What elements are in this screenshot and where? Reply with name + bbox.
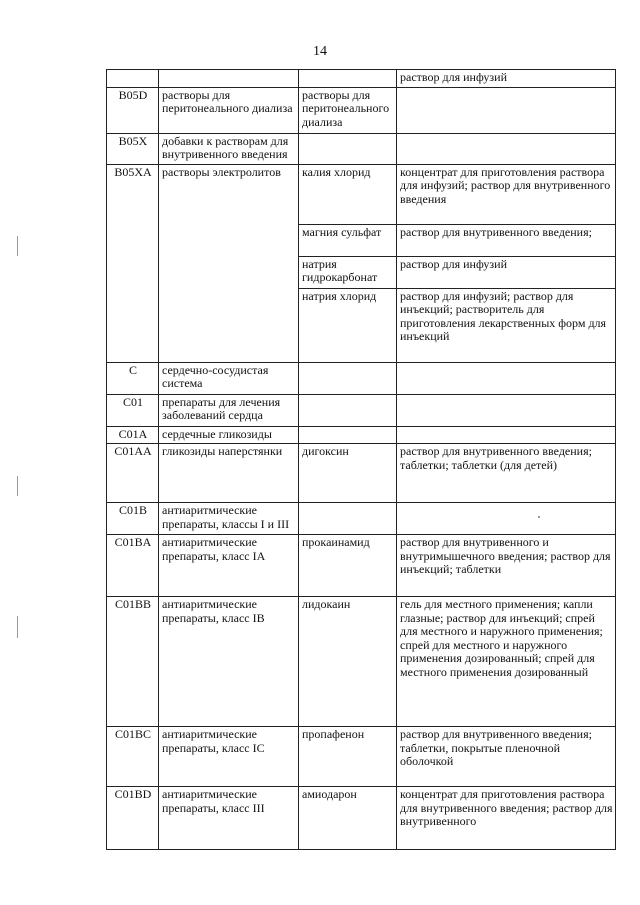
page-number: 14 [313, 44, 327, 59]
table-row [107, 87, 616, 133]
anatomical-group-cell: добавки к растворам для внутривенного введения [159, 133, 299, 164]
atc-code-cell: C01AA [107, 444, 159, 503]
dosage-form-cell: раствор для инфузий [397, 256, 616, 288]
atc-code-cell: C [107, 362, 159, 394]
dosage-form-cell [397, 87, 616, 133]
drug-name-cell [299, 394, 397, 426]
anatomical-group-cell: растворы для перитонеального диализа [159, 87, 299, 133]
atc-code-cell: C01BC [107, 727, 159, 787]
dosage-form-cell: концентрат для приготовления раствора для внутривенного введения; раствор для внутривенного [397, 787, 616, 850]
dosage-form-cell: раствор для инфузий; раствор для инъекций; растворитель для приготовления лекарственных форм для инъекций [397, 288, 616, 362]
drug-name-cell: растворы для перитонеального диализа [299, 87, 397, 133]
anatomical-group-cell: антиаритмические препараты, класс IB [159, 597, 299, 727]
drug-name-cell [299, 133, 397, 164]
dosage-form-cell: раствор для внутривенного введения; [397, 224, 616, 256]
drug-name-cell [299, 503, 397, 535]
table-row [107, 444, 616, 503]
scan-margin-mark [17, 236, 18, 256]
dosage-form-cell [397, 394, 616, 426]
drug-table [106, 69, 616, 850]
dosage-form-cell: раствор для внутривенного и внутримышечного введения; раствор для инъекций; таблетки [397, 535, 616, 597]
anatomical-group-cell: антиаритмические препараты, класс III [159, 787, 299, 850]
dosage-form-cell: раствор для внутривенного введения; таблетки, покрытые пленочной оболочкой [397, 727, 616, 787]
table-row [107, 133, 616, 164]
anatomical-group-cell: растворы электролитов [159, 164, 299, 362]
anatomical-group-cell: препараты для лечения заболеваний сердца [159, 394, 299, 426]
table-row [107, 394, 616, 426]
dosage-form-cell: раствор для внутривенного введения; таблетки; таблетки (для детей) [397, 444, 616, 503]
table-row [107, 535, 616, 597]
anatomical-group-cell: сердечно-сосудистая система [159, 362, 299, 394]
scan-speck [538, 516, 540, 518]
atc-code-cell: C01BB [107, 597, 159, 727]
drug-name-cell: калия хлорид [299, 164, 397, 224]
dosage-form-cell [397, 362, 616, 394]
table-row [107, 597, 616, 727]
drug-name-cell: лидокаин [299, 597, 397, 727]
atc-code-cell: B05X [107, 133, 159, 164]
drug-name-cell: магния сульфат [299, 224, 397, 256]
scan-margin-mark [17, 476, 18, 496]
dosage-form-cell [397, 133, 616, 164]
anatomical-group-cell: антиаритмические препараты, класс IA [159, 535, 299, 597]
drug-name-cell [299, 362, 397, 394]
anatomical-group-cell: гликозиды наперстянки [159, 444, 299, 503]
atc-code-cell: C01B [107, 503, 159, 535]
dosage-form-cell: концентрат для приготовления раствора для инфузий; раствор для внутривенного введения [397, 164, 616, 224]
atc-code-cell [107, 70, 159, 88]
table-row [107, 787, 616, 850]
drug-name-cell: натрия гидрокарбонат [299, 256, 397, 288]
drug-name-cell: прокаинамид [299, 535, 397, 597]
atc-code-cell: C01A [107, 426, 159, 444]
anatomical-group-cell: антиаритмические препараты, класс IC [159, 727, 299, 787]
drug-name-cell: дигоксин [299, 444, 397, 503]
table-row [107, 164, 616, 224]
drug-name-cell: амиодарон [299, 787, 397, 850]
anatomical-group-cell [159, 70, 299, 88]
dosage-form-cell [397, 503, 616, 535]
drug-name-cell: натрия хлорид [299, 288, 397, 362]
drug-name-cell [299, 426, 397, 444]
table-row [107, 362, 616, 394]
table-row [107, 426, 616, 444]
atc-code-cell: C01 [107, 394, 159, 426]
table-row [107, 70, 616, 88]
drug-name-cell: пропафенон [299, 727, 397, 787]
atc-code-cell: C01BA [107, 535, 159, 597]
anatomical-group-cell: антиаритмические препараты, классы I и III [159, 503, 299, 535]
dosage-form-cell [397, 426, 616, 444]
anatomical-group-cell: сердечные гликозиды [159, 426, 299, 444]
atc-code-cell: C01BD [107, 787, 159, 850]
table-row [107, 727, 616, 787]
atc-code-cell: B05D [107, 87, 159, 133]
dosage-form-cell: гель для местного применения; капли глазные; раствор для инъекций; спрей для местного и наружного применения; спрей для местного и наружного применения дозированный; спрей для местного применения дозированный [397, 597, 616, 727]
atc-code-cell: B05XA [107, 164, 159, 362]
scan-margin-mark [17, 616, 18, 638]
dosage-form-cell: раствор для инфузий [397, 70, 616, 88]
drug-name-cell [299, 70, 397, 88]
table-row [107, 503, 616, 535]
